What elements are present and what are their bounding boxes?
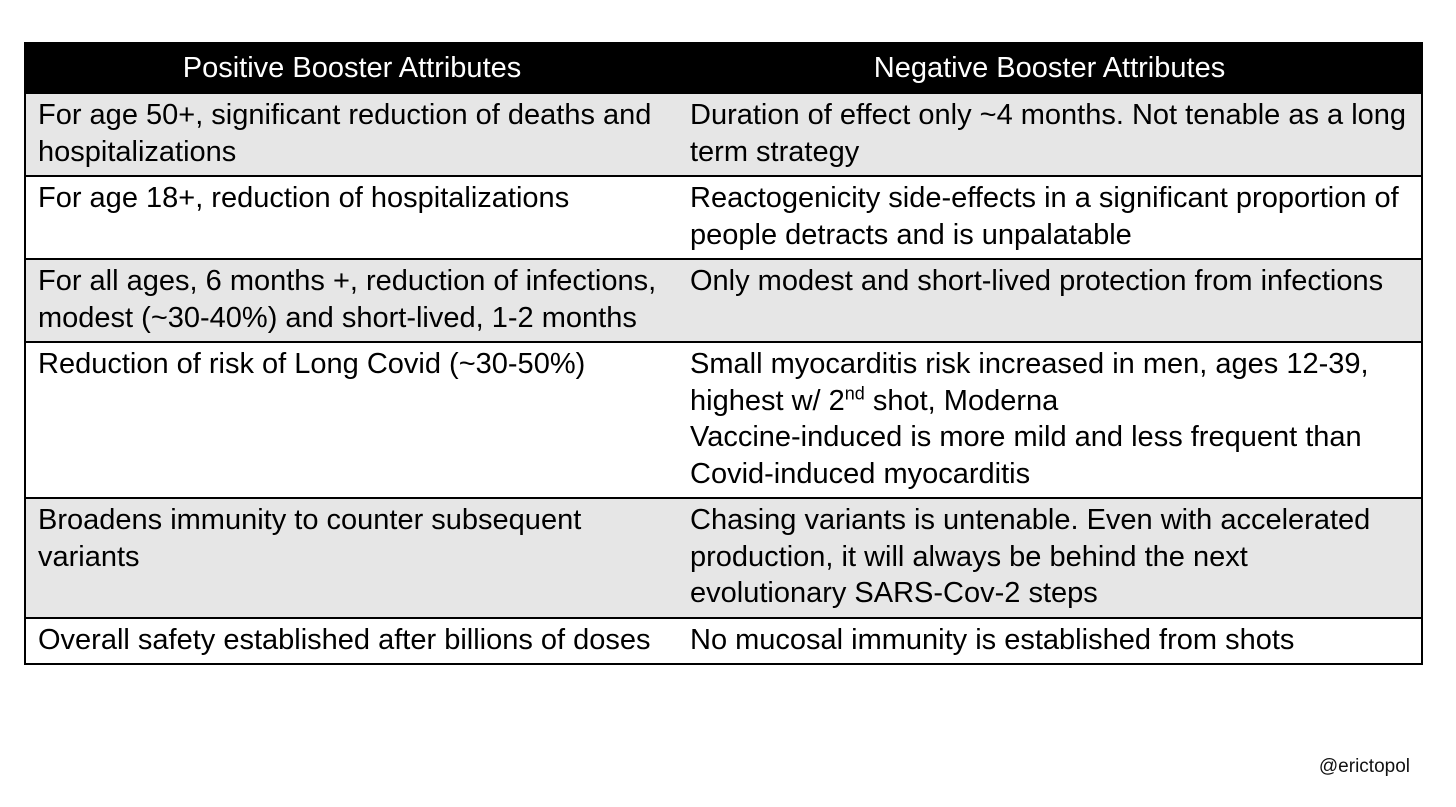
positive-attribute-cell: For age 18+, reduction of hospitalizations <box>25 176 678 259</box>
myocarditis-risk-text <box>690 346 1411 419</box>
table-row <box>25 618 1422 665</box>
positive-attribute-cell: Overall safety established after billions of doses <box>25 618 678 665</box>
table-row <box>25 342 1422 498</box>
ordinal-superscript: nd <box>844 382 865 403</box>
table-row <box>25 176 1422 259</box>
myocarditis-risk-text-end: shot, Moderna <box>864 384 1059 417</box>
table-row <box>25 498 1422 618</box>
negative-attribute-cell: No mucosal immunity is established from shots <box>678 618 1422 665</box>
negative-attribute-cell: Chasing variants is untenable. Even with accelerated production, it will always be behind the next evolutionary SARS-Cov-2 steps <box>678 498 1422 618</box>
negative-attribute-cell <box>678 342 1422 498</box>
table-row <box>25 93 1422 176</box>
booster-attributes-table-container <box>24 42 1421 665</box>
negative-attribute-cell: Only modest and short-lived protection from infections <box>678 259 1422 342</box>
table-header-row <box>25 43 1422 93</box>
positive-attribute-cell: Reduction of risk of Long Covid (~30-50%) <box>25 342 678 498</box>
positive-attribute-cell: Broadens immunity to counter subsequent variants <box>25 498 678 618</box>
negative-attribute-cell: Duration of effect only ~4 months. Not tenable as a long term strategy <box>678 93 1422 176</box>
negative-attribute-cell: Reactogenicity side-effects in a significant proportion of people detracts and is unpalatable <box>678 176 1422 259</box>
table-row <box>25 259 1422 342</box>
myocarditis-risk-text-start: Small myocarditis risk increased in men, ages 12-39, highest w/ 2 <box>690 348 1369 417</box>
positive-attribute-cell: For age 50+, significant reduction of deaths and hospitalizations <box>25 93 678 176</box>
positive-attribute-cell: For all ages, 6 months +, reduction of infections, modest (~30-40%) and short-lived, 1-2 months <box>25 259 678 342</box>
positive-column-header: Positive Booster Attributes <box>25 43 678 93</box>
negative-column-header: Negative Booster Attributes <box>678 43 1422 93</box>
author-credit: @erictopol <box>1318 756 1410 777</box>
booster-attributes-table <box>24 42 1423 665</box>
myocarditis-comparison-text: Vaccine-induced is more mild and less frequent than Covid-induced myocarditis <box>690 421 1362 490</box>
